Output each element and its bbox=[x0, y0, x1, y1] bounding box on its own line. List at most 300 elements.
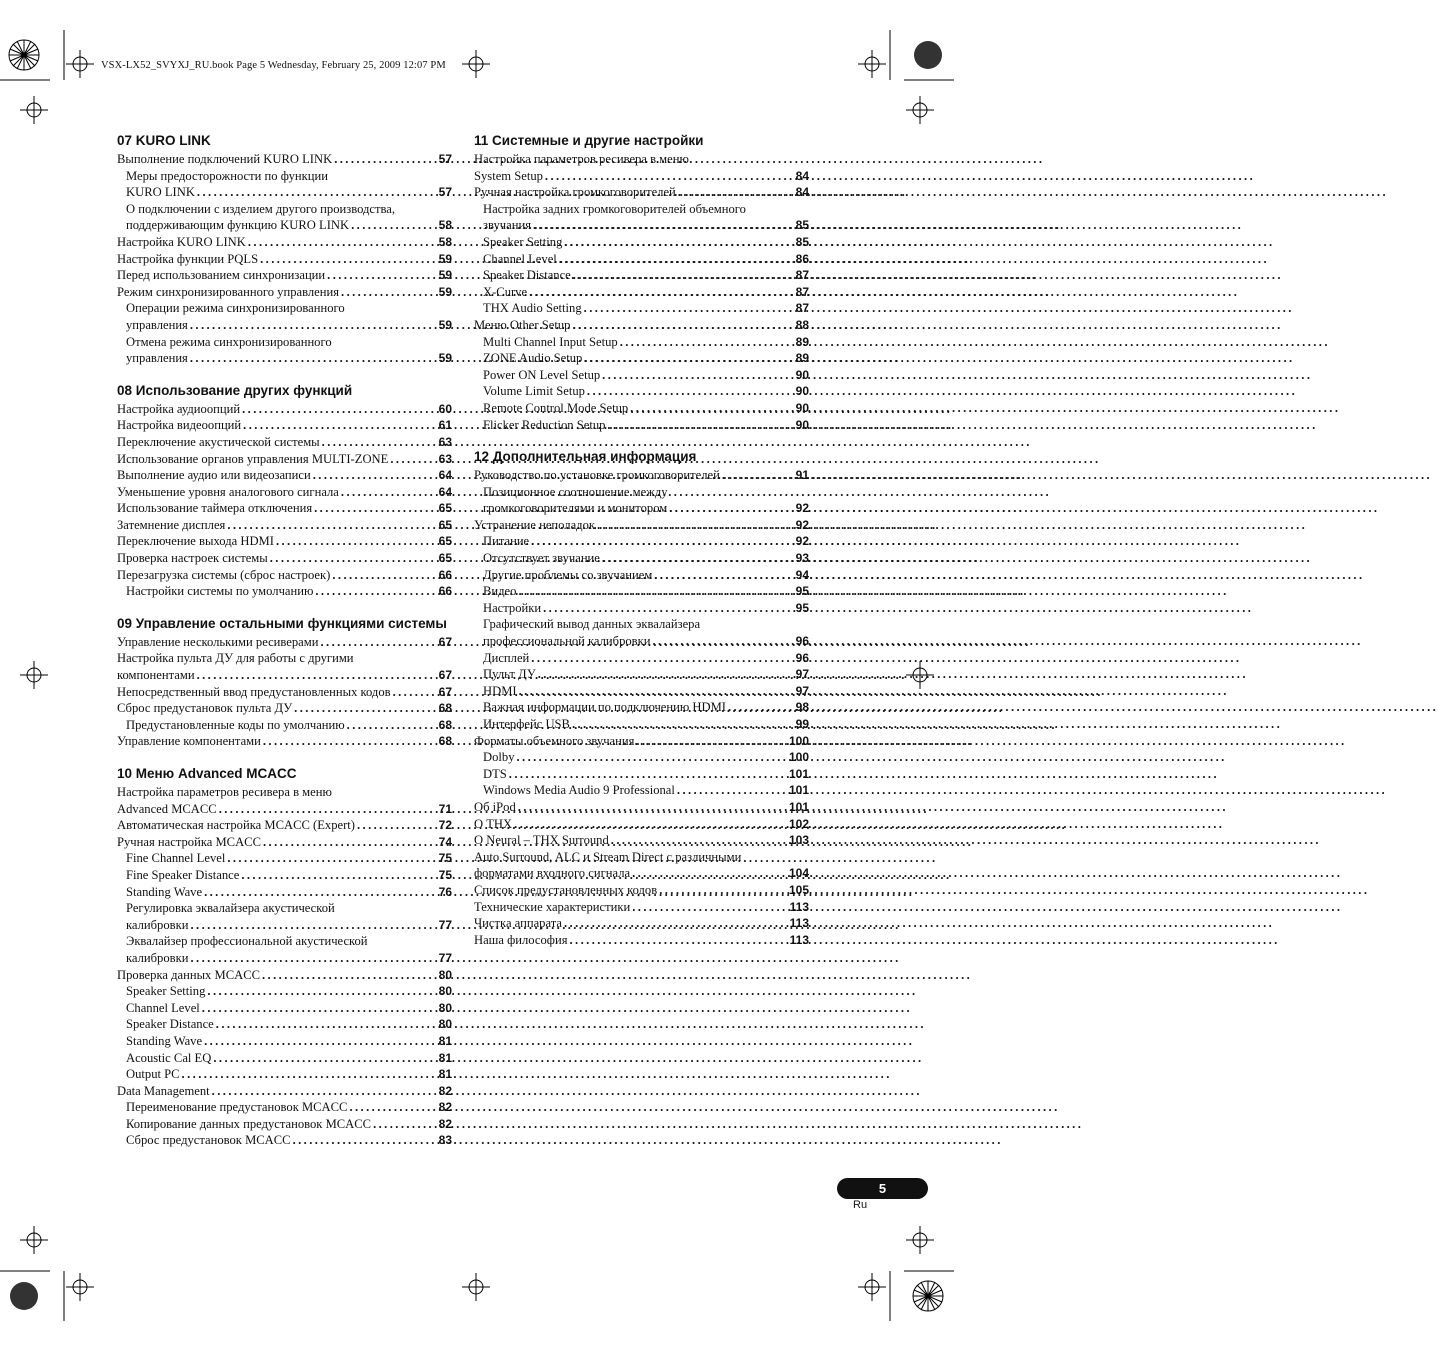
toc-entry-page: 57 bbox=[438, 152, 452, 166]
toc-entry[interactable] bbox=[117, 1099, 452, 1116]
toc-entry-page: 74 bbox=[438, 834, 452, 849]
toc-entry-text-line1: Настройка пульта ДУ для работы с другими bbox=[117, 651, 354, 666]
toc-entry[interactable] bbox=[474, 251, 809, 268]
toc-entry-page: 67 bbox=[438, 668, 452, 683]
section-title: 11 Системные и другие настройки bbox=[474, 133, 704, 148]
toc-entry-page: 103 bbox=[788, 833, 809, 848]
toc-entry[interactable] bbox=[117, 267, 452, 284]
section-title: 08 Использование других функций bbox=[117, 382, 353, 398]
toc-entry-text: Непосредственный ввод предустановленных кодов bbox=[117, 684, 391, 699]
toc-entry[interactable] bbox=[117, 634, 452, 651]
dot-leader bbox=[529, 650, 795, 667]
dot-leader bbox=[517, 683, 796, 700]
toc-entry-text: Использование органов управления MULTI-ZONE bbox=[117, 451, 389, 466]
toc-entry-page: 63 bbox=[438, 434, 452, 449]
dot-leader bbox=[676, 184, 796, 201]
toc-entry-page: 59 bbox=[438, 317, 452, 332]
toc-entry-page: 60 bbox=[438, 401, 452, 416]
toc-entry[interactable] bbox=[117, 151, 452, 168]
toc-entry-text: профессиональной калибровки bbox=[483, 634, 651, 649]
toc-entry-text-line1: Настройка параметров ресивера в меню bbox=[474, 152, 689, 166]
page-number-badge: 5 bbox=[837, 1178, 928, 1199]
toc-entry[interactable] bbox=[117, 201, 452, 234]
toc-entry-text: Настройка KURO LINK bbox=[117, 234, 246, 249]
toc-section bbox=[117, 382, 452, 600]
toc-entry-page: 63 bbox=[438, 451, 452, 466]
toc-entry[interactable] bbox=[117, 251, 452, 268]
toc-section bbox=[117, 615, 452, 750]
toc-entry-text: Channel Level bbox=[483, 251, 557, 266]
toc-entry-text: ZONE Audio Setup bbox=[483, 351, 583, 366]
toc-entry-page: 82 bbox=[438, 1116, 452, 1131]
toc-entry-text: DTS bbox=[483, 766, 507, 781]
toc-entry-text: System Setup bbox=[474, 168, 543, 183]
dot-leader bbox=[332, 151, 438, 168]
toc-entry[interactable] bbox=[117, 967, 452, 984]
solid-dot-mark-bottom-left bbox=[10, 1282, 38, 1310]
toc-entry[interactable] bbox=[474, 799, 809, 816]
toc-entry-page: 75 bbox=[438, 851, 452, 866]
toc-entry-text: Наша философия bbox=[474, 932, 568, 947]
toc-entry[interactable] bbox=[117, 583, 452, 600]
toc-entry-text: Чистка аппарата bbox=[474, 916, 562, 931]
toc-entry-page: 90 bbox=[795, 384, 809, 399]
toc-entry-text: Затемнение дисплея bbox=[117, 517, 226, 532]
toc-entry[interactable] bbox=[474, 234, 809, 251]
toc-entry[interactable] bbox=[474, 749, 809, 766]
toc-entry-page: 80 bbox=[438, 1017, 452, 1032]
toc-entry[interactable] bbox=[117, 834, 452, 851]
dot-leader bbox=[543, 168, 796, 185]
toc-entry-page: 101 bbox=[788, 783, 809, 798]
dot-leader bbox=[188, 917, 438, 934]
crosshair-mark-left-lower bbox=[20, 1226, 48, 1254]
toc-entry[interactable] bbox=[117, 1016, 452, 1033]
crosshair-mark-top-center bbox=[462, 50, 490, 78]
toc-entry-text: Проверка данных MCACC bbox=[117, 967, 260, 982]
dot-leader bbox=[531, 217, 796, 234]
dot-leader bbox=[536, 666, 796, 683]
dot-leader bbox=[325, 267, 438, 284]
toc-entry-text: Channel Level bbox=[126, 1000, 200, 1015]
dot-leader bbox=[605, 417, 795, 434]
toc-entry-page: 91 bbox=[795, 468, 809, 483]
dot-leader bbox=[562, 234, 795, 251]
dot-leader bbox=[657, 882, 789, 899]
toc-entry-text: Standing Wave bbox=[126, 1033, 203, 1048]
dot-leader bbox=[557, 251, 796, 268]
toc-entry-page: 81 bbox=[438, 1050, 452, 1065]
toc-entry-text: Acoustic Cal EQ bbox=[126, 1050, 212, 1065]
dot-leader bbox=[541, 600, 796, 617]
toc-entry[interactable] bbox=[474, 533, 809, 550]
toc-entry-text: Настройки системы по умолчанию bbox=[126, 584, 314, 599]
toc-entry-text: управления bbox=[126, 351, 188, 366]
dot-leader bbox=[562, 915, 790, 932]
toc-entry-text: HDMI bbox=[483, 683, 517, 698]
toc-entry-text: Power ON Level Setup bbox=[483, 367, 601, 382]
toc-entry-text: Интерфейс USB bbox=[483, 717, 570, 731]
dot-leader bbox=[609, 832, 789, 849]
toc-entry[interactable] bbox=[117, 867, 452, 884]
toc-entry-page: 88 bbox=[795, 317, 809, 332]
toc-entry-text-line1: Настройка параметров ресивера в меню bbox=[117, 785, 332, 799]
toc-entry-page: 113 bbox=[789, 916, 809, 931]
toc-entry-page: 65 bbox=[438, 517, 452, 532]
toc-entry-text: Переключение акустической системы bbox=[117, 434, 320, 449]
dot-leader bbox=[585, 383, 796, 400]
dot-leader bbox=[507, 766, 789, 783]
dot-leader bbox=[527, 284, 796, 301]
toc-entry-page: 95 bbox=[795, 584, 809, 599]
toc-entry[interactable] bbox=[117, 434, 452, 451]
section-title: 09 Управление остальными функциями системы bbox=[117, 615, 447, 631]
toc-entry[interactable] bbox=[474, 733, 809, 750]
dot-leader bbox=[261, 834, 439, 851]
dot-leader bbox=[600, 367, 795, 384]
toc-entry-page: 66 bbox=[438, 567, 452, 582]
toc-entry-text: Windows Media Audio 9 Professional bbox=[483, 783, 675, 798]
toc-entry[interactable] bbox=[474, 300, 809, 317]
toc-entry-page: 68 bbox=[438, 717, 452, 732]
dot-leader bbox=[675, 782, 789, 799]
toc-entry[interactable] bbox=[117, 850, 452, 867]
toc-entry[interactable] bbox=[117, 817, 452, 834]
toc-entry-page: 82 bbox=[438, 1083, 452, 1098]
toc-entry[interactable] bbox=[117, 1000, 452, 1017]
dot-leader bbox=[214, 1016, 439, 1033]
toc-entry[interactable] bbox=[474, 782, 809, 799]
toc-entry[interactable] bbox=[117, 650, 452, 683]
toc-entry[interactable] bbox=[474, 284, 809, 301]
dot-leader bbox=[211, 1050, 438, 1067]
toc-entry-page: 89 bbox=[795, 334, 809, 349]
toc-entry-text: Speaker Setting bbox=[483, 234, 563, 249]
toc-entry-text: Сброс предустановок пульта ДУ bbox=[117, 701, 293, 716]
toc-entry-text: звучания bbox=[483, 218, 531, 233]
dot-leader bbox=[318, 634, 438, 651]
toc-entry-page: 68 bbox=[438, 734, 452, 749]
toc-entry[interactable] bbox=[117, 733, 452, 750]
section-title: 10 Меню Advanced MCACC bbox=[117, 766, 297, 781]
toc-right-column bbox=[474, 132, 809, 963]
toc-entry-page: 80 bbox=[438, 984, 452, 999]
toc-entry-page: 81 bbox=[438, 1033, 452, 1048]
toc-entry-text: Переименование предустановок MCACC bbox=[126, 1100, 348, 1115]
dot-leader bbox=[582, 300, 796, 317]
toc-entry-page: 61 bbox=[438, 418, 452, 433]
toc-entry-text-line1: Auto Surround, ALC и Stream Direct с различными bbox=[474, 849, 742, 864]
toc-section bbox=[117, 765, 452, 1149]
toc-entry-page: 105 bbox=[788, 882, 809, 897]
toc-entry-text: Перезагрузка системы (сброс настроек) bbox=[117, 567, 331, 582]
toc-entry[interactable] bbox=[117, 451, 452, 468]
toc-entry-text-line1: Меры предосторожности по функции bbox=[126, 168, 328, 183]
toc-entry-text: Multi Channel Input Setup bbox=[483, 334, 618, 349]
dot-leader bbox=[311, 467, 439, 484]
toc-entry[interactable] bbox=[474, 400, 809, 417]
toc-entry[interactable] bbox=[474, 650, 809, 667]
toc-entry-page: 95 bbox=[795, 600, 809, 615]
toc-entry[interactable] bbox=[117, 884, 452, 901]
toc-entry[interactable] bbox=[117, 983, 452, 1000]
toc-entry-page: 59 bbox=[438, 251, 452, 266]
toc-entry[interactable] bbox=[117, 484, 452, 501]
toc-entry-text: KURO LINK bbox=[126, 185, 195, 200]
dot-leader bbox=[595, 517, 796, 534]
toc-entry-text: Flicker Reduction Setup bbox=[483, 417, 606, 432]
toc-entry[interactable] bbox=[474, 932, 809, 949]
dot-leader bbox=[571, 267, 796, 284]
toc-entry[interactable] bbox=[117, 784, 452, 817]
toc-entry-page: 77 bbox=[438, 950, 452, 965]
dot-leader bbox=[516, 799, 789, 816]
dot-leader bbox=[240, 401, 439, 418]
toc-entry[interactable] bbox=[117, 517, 452, 534]
toc-entry-text: Использование таймера отключения bbox=[117, 501, 313, 516]
dot-leader bbox=[349, 217, 439, 234]
toc-entry-page: 80 bbox=[438, 1000, 452, 1015]
toc-entry-page: 65 bbox=[438, 534, 452, 549]
toc-entry[interactable] bbox=[117, 717, 452, 734]
toc-entry[interactable] bbox=[474, 766, 809, 783]
toc-entry[interactable] bbox=[474, 350, 809, 367]
toc-entry[interactable] bbox=[474, 832, 809, 849]
toc-entry[interactable] bbox=[117, 1066, 452, 1083]
toc-entry[interactable] bbox=[474, 417, 809, 434]
toc-entry[interactable] bbox=[117, 467, 452, 484]
toc-entry[interactable] bbox=[117, 700, 452, 717]
dot-leader bbox=[217, 801, 439, 818]
toc-entry-page: 102 bbox=[788, 816, 809, 831]
dot-leader bbox=[618, 334, 796, 351]
toc-entry-text: Режим синхронизированного управления bbox=[117, 284, 340, 299]
toc-entry-text-line1: Регулировка эквалайзера акустической bbox=[126, 901, 335, 916]
toc-entry-page: 101 bbox=[788, 799, 809, 814]
toc-entry-text: Форматы объемного звучания bbox=[474, 733, 635, 748]
toc-entry-text: Другие проблемы со звучанием bbox=[483, 567, 653, 582]
dot-leader bbox=[202, 1033, 439, 1050]
toc-entry[interactable] bbox=[117, 234, 452, 251]
toc-entry-text: О Neural – THX Surround bbox=[474, 833, 609, 848]
dot-leader bbox=[568, 932, 790, 949]
toc-entry[interactable] bbox=[474, 201, 809, 234]
toc-entry[interactable] bbox=[474, 816, 809, 833]
crosshair-mark-bottom-right bbox=[858, 1273, 886, 1301]
toc-entry-page: 84 bbox=[795, 168, 809, 183]
toc-entry-page: 100 bbox=[788, 750, 809, 765]
toc-entry[interactable] bbox=[117, 1083, 452, 1100]
dot-leader bbox=[180, 1066, 439, 1083]
toc-entry[interactable] bbox=[117, 401, 452, 418]
dot-leader bbox=[726, 699, 796, 716]
toc-entry-page: 99 bbox=[795, 717, 809, 731]
toc-entry-text: Технические характеристики bbox=[474, 899, 631, 914]
toc-entry-text: Управление компонентами bbox=[117, 734, 261, 749]
toc-entry-page: 92 bbox=[795, 501, 809, 516]
toc-entry-page: 80 bbox=[438, 967, 452, 982]
toc-entry[interactable] bbox=[474, 383, 809, 400]
toc-entry-page: 94 bbox=[795, 567, 809, 582]
toc-entry-text: Переключение выхода HDMI bbox=[117, 534, 274, 549]
dot-leader bbox=[312, 500, 439, 517]
dot-leader bbox=[650, 633, 795, 650]
toc-entry-page: 58 bbox=[438, 234, 452, 249]
dot-leader bbox=[261, 733, 439, 750]
toc-entry[interactable] bbox=[474, 849, 809, 882]
toc-entry[interactable] bbox=[117, 1116, 452, 1133]
toc-entry-text: калибровки bbox=[126, 917, 189, 932]
toc-entry-text: Speaker Distance bbox=[483, 268, 571, 283]
toc-entry[interactable] bbox=[117, 334, 452, 367]
toc-entry[interactable] bbox=[474, 550, 809, 567]
toc-entry[interactable] bbox=[474, 317, 809, 334]
toc-entry-text: калибровки bbox=[126, 950, 189, 965]
toc-entry-text: Fine Speaker Distance bbox=[126, 867, 240, 882]
toc-entry[interactable] bbox=[117, 550, 452, 567]
toc-entry-page: 97 bbox=[795, 683, 809, 698]
toc-entry[interactable] bbox=[474, 184, 809, 201]
toc-entry[interactable] bbox=[474, 882, 809, 899]
toc-entry-text: Speaker Distance bbox=[126, 1017, 214, 1032]
dot-leader bbox=[313, 583, 438, 600]
crosshair-mark-right-upper bbox=[906, 96, 934, 124]
toc-entry-text: Проверка настроек системы bbox=[117, 551, 268, 566]
toc-entry-page: 87 bbox=[795, 284, 809, 299]
toc-entry-page: 87 bbox=[795, 301, 809, 316]
toc-entry[interactable] bbox=[474, 367, 809, 384]
toc-entry[interactable] bbox=[117, 500, 452, 517]
toc-left-column bbox=[117, 132, 452, 1164]
toc-entry[interactable] bbox=[474, 666, 809, 683]
toc-entry[interactable] bbox=[474, 267, 809, 284]
dot-leader bbox=[355, 817, 439, 834]
toc-entry-page: 92 bbox=[795, 517, 809, 532]
toc-entry-page: 68 bbox=[438, 701, 452, 716]
toc-entry[interactable] bbox=[117, 933, 452, 966]
dot-leader bbox=[667, 500, 795, 517]
toc-entry[interactable] bbox=[474, 915, 809, 932]
toc-entry[interactable] bbox=[474, 683, 809, 700]
sunburst-mark-bottom-right bbox=[913, 1281, 943, 1311]
dot-leader bbox=[268, 550, 439, 567]
dot-leader bbox=[246, 234, 439, 251]
toc-entry-text: Выполнение аудио или видеозаписи bbox=[117, 468, 311, 483]
toc-entry-text-line1: Графический вывод данных эквалайзера bbox=[483, 617, 701, 632]
toc-entry[interactable] bbox=[474, 334, 809, 351]
toc-entry[interactable] bbox=[117, 1050, 452, 1067]
toc-entry-page: 66 bbox=[438, 584, 452, 599]
toc-entry-page: 58 bbox=[438, 218, 452, 233]
dot-leader bbox=[339, 484, 439, 501]
toc-entry[interactable] bbox=[474, 699, 809, 716]
toc-entry-page: 57 bbox=[438, 185, 452, 200]
crosshair-mark-left-middle bbox=[20, 661, 48, 689]
toc-entry[interactable] bbox=[474, 600, 809, 617]
toc-entry[interactable] bbox=[474, 151, 809, 184]
toc-entry-page: 100 bbox=[788, 733, 809, 748]
toc-entry[interactable] bbox=[117, 284, 452, 301]
toc-entry[interactable] bbox=[117, 1132, 452, 1149]
dot-leader bbox=[514, 749, 788, 766]
dot-leader bbox=[388, 451, 438, 468]
dot-leader bbox=[205, 983, 438, 1000]
crosshair-mark-bottom-center bbox=[462, 1273, 490, 1301]
toc-entry-page: 67 bbox=[438, 634, 452, 649]
toc-entry-text: Управление несколькими ресиверами bbox=[117, 634, 319, 649]
toc-entry[interactable] bbox=[474, 517, 809, 534]
toc-section bbox=[474, 132, 809, 433]
toc-entry[interactable] bbox=[474, 583, 809, 600]
toc-entry-page: 81 bbox=[438, 1067, 452, 1082]
toc-entry[interactable] bbox=[117, 1033, 452, 1050]
toc-entry[interactable] bbox=[474, 484, 809, 517]
toc-entry[interactable] bbox=[474, 616, 809, 649]
toc-entry-page: 90 bbox=[795, 400, 809, 415]
toc-entry-page: 89 bbox=[795, 351, 809, 366]
toc-entry[interactable] bbox=[474, 899, 809, 916]
dot-leader bbox=[330, 567, 438, 584]
dot-leader bbox=[630, 865, 789, 882]
toc-entry-text: Устранение неполадок bbox=[474, 517, 595, 532]
toc-entry-text: Advanced MCACC bbox=[117, 801, 217, 816]
toc-entry-page: 93 bbox=[795, 551, 809, 566]
toc-entry[interactable] bbox=[117, 168, 452, 201]
toc-entry-text: Уменьшение уровня аналогового сигнала bbox=[117, 484, 339, 499]
dot-leader bbox=[260, 967, 439, 984]
dot-leader bbox=[570, 317, 795, 334]
toc-entry-page: 64 bbox=[438, 484, 452, 499]
toc-entry-page: 83 bbox=[438, 1133, 452, 1148]
toc-entry-page: 59 bbox=[438, 351, 452, 366]
toc-entry[interactable] bbox=[117, 533, 452, 550]
section-title: 12 Дополнительная информация bbox=[474, 449, 697, 465]
toc-entry-text-line1: Позиционное соотношение между bbox=[483, 484, 668, 499]
toc-entry-text: Сброс предустановок MCACC bbox=[126, 1133, 291, 1148]
toc-entry-text: Data Management bbox=[117, 1083, 210, 1098]
toc-entry[interactable] bbox=[474, 567, 809, 584]
toc-entry-page: 92 bbox=[795, 534, 809, 549]
dot-leader bbox=[628, 400, 795, 417]
toc-entry-page: 65 bbox=[438, 551, 452, 566]
crosshair-mark-right-lower bbox=[906, 1226, 934, 1254]
toc-entry[interactable] bbox=[474, 716, 809, 733]
dot-leader bbox=[292, 700, 438, 717]
toc-entry[interactable] bbox=[117, 417, 452, 434]
toc-entry-text: Меню Other Setup bbox=[474, 317, 571, 332]
toc-entry-text: Настройка аудиоопций bbox=[117, 401, 241, 416]
toc-entry-page: 101 bbox=[788, 766, 809, 781]
solid-dot-mark-top-right bbox=[914, 41, 942, 69]
toc-entry-text-line1: Эквалайзер профессиональной акустической bbox=[126, 934, 368, 949]
dot-leader bbox=[188, 317, 439, 334]
toc-entry[interactable] bbox=[117, 900, 452, 933]
toc-entry[interactable] bbox=[117, 300, 452, 333]
dot-leader bbox=[258, 251, 439, 268]
toc-entry[interactable] bbox=[474, 467, 809, 484]
toc-entry-page: 59 bbox=[438, 284, 452, 299]
toc-entry-text: Ручная настройка MCACC bbox=[117, 834, 261, 849]
crosshair-mark-top-right bbox=[858, 50, 886, 78]
toc-entry[interactable] bbox=[117, 567, 452, 584]
print-header: VSX-LX52_SVYXJ_RU.book Page 5 Wednesday, February 25, 2009 12:07 PM bbox=[101, 60, 446, 71]
toc-entry-page: 90 bbox=[795, 367, 809, 382]
toc-entry-page: 113 bbox=[789, 932, 809, 947]
toc-entry-text: Output PC bbox=[126, 1067, 180, 1082]
toc-entry-page: 64 bbox=[438, 468, 452, 483]
toc-entry-text: Дисплей bbox=[483, 650, 530, 665]
toc-entry[interactable] bbox=[117, 684, 452, 701]
